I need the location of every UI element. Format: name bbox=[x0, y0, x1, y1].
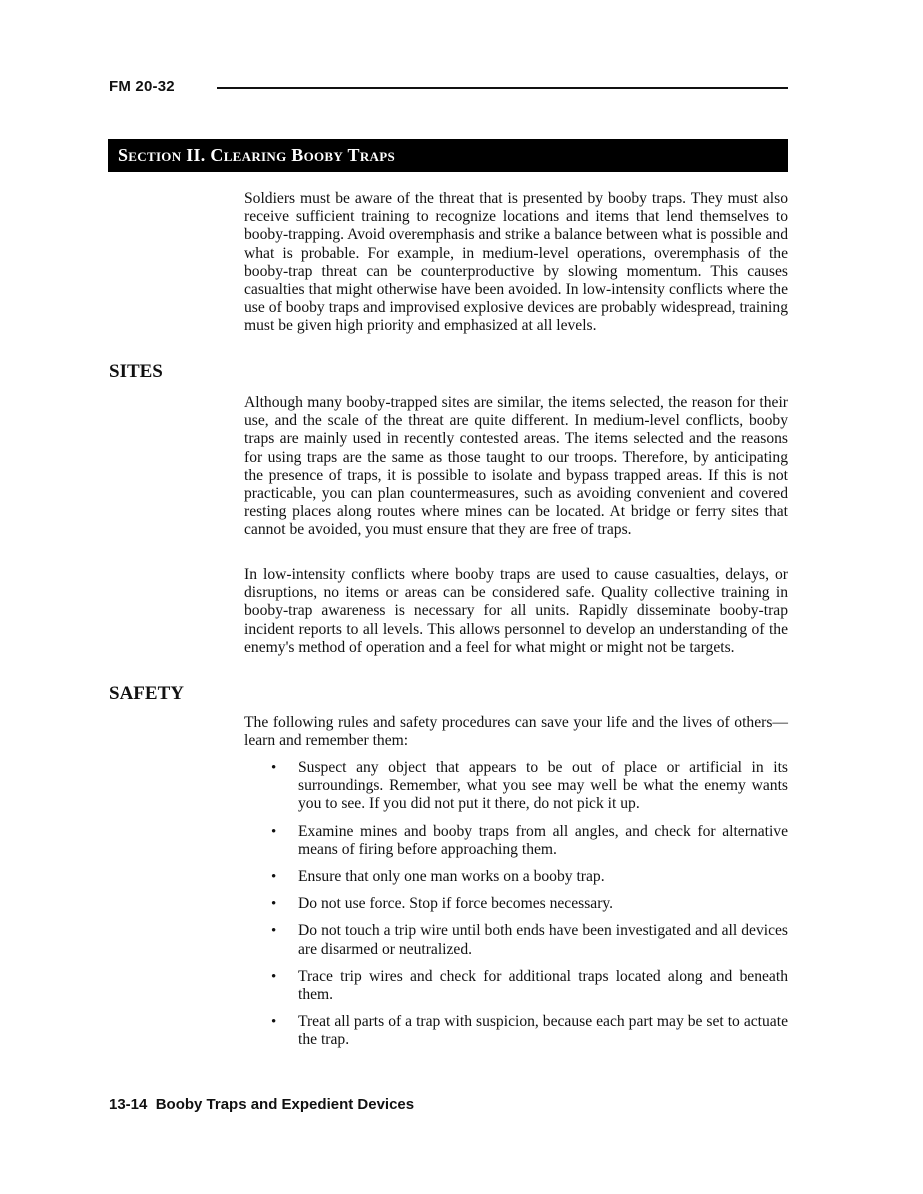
safety-rules-list bbox=[244, 759, 788, 1059]
page-footer: 13-14 Booby Traps and Expedient Devices bbox=[109, 1096, 415, 1113]
list-item bbox=[244, 823, 788, 859]
bullet-icon: • bbox=[271, 1014, 277, 1031]
rule-text: Suspect any object that appears to be out of place or artificial in its surroundings. Remember, what you see may well be what the enemy wants you to see. If you did not put it there, do not pick it up. bbox=[298, 759, 788, 813]
safety-intro: The following rules and safety procedures can save your life and the lives of others—learn and remember them: bbox=[244, 714, 788, 750]
list-item bbox=[244, 968, 788, 1004]
section-title-bar bbox=[108, 139, 788, 172]
intro-paragraph: Soldiers must be aware of the threat that is presented by booby traps. They must also receive sufficient training to recognize locations and items that lend themselves to booby-trapping. Avoid overemphasis and strike a balance between what is possible and what is probable. For example, in medium-level operations, overemphasis of the booby-trap threat can be counterproductive by slowing momentum. This causes casualties that might otherwise have been avoided. In low-intensity conflicts where the use of booby traps and improvised explosive devices are probably widespread, training must be given high priority and emphasized at all levels. bbox=[244, 190, 788, 335]
header-rule bbox=[217, 87, 788, 89]
list-item bbox=[244, 1013, 788, 1049]
rule-text: Do not touch a trip wire until both ends have been investigated and all devices are disarmed or neutralized. bbox=[298, 922, 788, 958]
list-item bbox=[244, 868, 788, 886]
sites-paragraph-2: In low-intensity conflicts where booby traps are used to cause casualties, delays, or disruptions, no items or areas can be considered safe. Quality collective training in booby-trap awareness is necessary for all units. Rapidly disseminate booby-trap incident reports to all levels. This allows personnel to develop an understanding of the enemy's method of operation and a feel for what might or might not be targets. bbox=[244, 566, 788, 656]
bullet-icon: • bbox=[271, 823, 277, 840]
list-item bbox=[244, 895, 788, 913]
rule-text: Treat all parts of a trap with suspicion, because each part may be set to actuate the trap. bbox=[298, 1013, 788, 1049]
list-item bbox=[244, 922, 788, 958]
rule-text: Examine mines and booby traps from all angles, and check for alternative means of firing before approaching them. bbox=[298, 822, 788, 858]
bullet-icon: • bbox=[271, 968, 277, 985]
rule-text: Do not use force. Stop if force becomes necessary. bbox=[298, 895, 614, 913]
sites-heading: SITES bbox=[109, 361, 163, 382]
section-title: Section II. Clearing Booby Traps bbox=[118, 145, 396, 165]
document-id: FM 20-32 bbox=[109, 78, 175, 95]
bullet-icon: • bbox=[271, 923, 277, 940]
list-item bbox=[244, 759, 788, 814]
bullet-icon: • bbox=[271, 896, 277, 913]
sites-paragraph-1: Although many booby-trapped sites are similar, the items selected, the reason for their use, and the scale of the threat are quite different. In medium-level conflicts, booby traps are mainly used in recently contested areas. The items selected and the reasons for using traps are the same as those taught to our troops. Therefore, by anticipating the presence of traps, it is possible to isolate and bypass trapped areas. If this is not practicable, you can plan countermeasures, such as avoiding convenient and covered resting places along routes where mines can be located. At bridge or ferry sites that cannot be avoided, you must ensure that they are free of traps. bbox=[244, 394, 788, 539]
bullet-icon: • bbox=[271, 760, 277, 776]
safety-heading: SAFETY bbox=[109, 683, 184, 704]
rule-text: Ensure that only one man works on a booby trap. bbox=[298, 868, 605, 886]
rule-text: Trace trip wires and check for additional traps located along and beneath them. bbox=[298, 967, 788, 1004]
bullet-icon: • bbox=[271, 869, 277, 886]
